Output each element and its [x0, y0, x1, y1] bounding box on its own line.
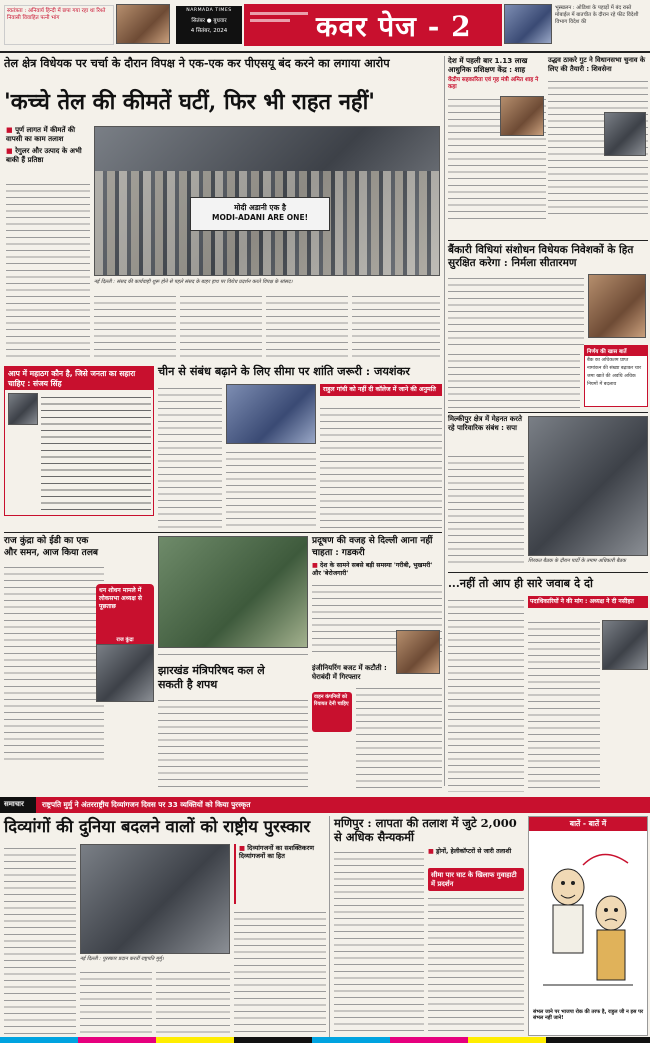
- manipur-headline: मणिपुर : लापता की तलाश में जुटे 2,000 से अधिक सैन्यकर्मी: [334, 816, 517, 844]
- kundra-headline: राज कुंद्रा को ईडी का एक और समन, आज किया तलब: [4, 536, 99, 558]
- paper-name: NARMADA TIMES: [186, 8, 232, 13]
- right-col-rule-1: [448, 240, 648, 241]
- shah-story: [448, 56, 546, 236]
- aap-body: [41, 393, 151, 511]
- china-body-2: [226, 448, 316, 528]
- award-body-2: [80, 968, 152, 1034]
- aap-title: आप में महाठग कौन है, जिसे जनता का सहारा चाहिए : संजय सिंह: [5, 367, 153, 390]
- answer-body-1: [448, 596, 524, 792]
- award-sidebox-text: ■ दिव्यांगजनों का सशक्तिकरण दिव्यांगजनों का हित: [239, 844, 326, 861]
- page-title: कवर पेज - 2: [316, 10, 472, 43]
- issue-date-full: 4 सितंबर, 2024: [190, 28, 228, 34]
- cartoon-art: [533, 835, 643, 1005]
- lead-body-col4: [266, 292, 348, 360]
- mid-rule: [4, 532, 442, 533]
- masthead-rule: [0, 51, 650, 53]
- kundra-badge: [96, 584, 154, 640]
- award-photo: [80, 844, 230, 954]
- china-subhead: राहुल गांधी को नहीं दी कॉलेज में जाने की अनुमति: [320, 384, 442, 396]
- centre-photo: [158, 536, 308, 648]
- lead-bullet-2: ■ रेगुलर और उत्पाद के अभी बाकी हैं प्रतिष्ठा: [6, 147, 90, 165]
- jharkhand-body: [158, 696, 308, 792]
- title-decor-2: [250, 19, 290, 22]
- shah-headline: देश में पहली बार 1.13 लाख आधुनिक प्रशिक्षण केंद्र : शाह: [448, 56, 528, 74]
- gadkari-subhead: ■ देश के सामने सबसे बड़ी समस्या 'गरीबी, भुखमरी' और 'बेरोजगारी': [312, 562, 442, 578]
- gadkari-headline: प्रदूषण की वजह से दिल्ली आना नहीं चाहता : गडकरी: [312, 536, 433, 558]
- cartoon-caption: संभल जाने पर भाजपा रोक की तरफ है, राहुल जी न इस पर संभल नहीं जाने!: [533, 1009, 644, 1021]
- award-headline: दिव्यांगों की दुनिया बदलने वालों को राष्ट्रीय पुरस्कार: [4, 816, 311, 836]
- protest-banner: [190, 197, 330, 231]
- engineering-body: [356, 684, 442, 792]
- manipur-body-1: [334, 848, 424, 1034]
- page-title-bar: [244, 4, 502, 46]
- gadkari-badge-text: वाहन कंपनियों को रियायत देनी चाहिए: [314, 694, 349, 707]
- protest-banner-text: मोदी अडानी एक है MODI-ADANI ARE ONE!: [212, 203, 308, 222]
- sp-body: [448, 452, 524, 564]
- jharkhand-headline: झारखंड मंत्रिपरिषद कल ले सकती है शपथ: [158, 664, 265, 691]
- left-teaser: [4, 5, 114, 45]
- sp-headline: मिल्कीपुर क्षेत्र में मेहनत करते रहे पारिवारिक संबंध : सपा: [448, 415, 523, 432]
- kundra-body: [4, 563, 104, 763]
- key-points-box: [584, 345, 648, 407]
- aap-photo: [8, 393, 38, 425]
- lead-bullets: [6, 126, 90, 165]
- lead-photo: [94, 126, 440, 276]
- answer-photo: [602, 620, 648, 670]
- manipur-subhead: ■ ड्रोनों, हेलीकॉप्टरों से जारी तलाशी: [428, 848, 524, 856]
- masthead: [0, 0, 650, 50]
- sitharaman-body: [448, 274, 584, 346]
- china-body-1: [158, 384, 222, 528]
- issue-date: सितंबर ● बुधवार: [191, 18, 227, 24]
- answer-headline: ...नहीं तो आप ही सारे जवाब दे दो: [448, 576, 593, 590]
- lead-kicker-text: तेल क्षेत्र विधेयक पर चर्चा के दौरान विपक्ष ने एक-एक कर पीएसयू बंद करने का लगाया आरोप: [4, 56, 390, 70]
- thackeray-photo: [604, 112, 646, 156]
- color-bar: [0, 1037, 650, 1043]
- centre-caption-lines: [158, 650, 308, 658]
- cartoon-box: [528, 816, 648, 1036]
- cartoon-drawing: [533, 835, 643, 1005]
- manipur-divider: [329, 816, 330, 1038]
- lead-caption: नई दिल्ली : संसद की कार्यवाही शुरू होने से पहले संसद के बाहर हाथ पर विरोध प्रदर्शन करते विपक्ष के सांसद।: [94, 279, 293, 285]
- answer-subhead: पदाधिकारियों ने की मांग : अध्यक्ष ने दी नसीहत: [528, 596, 648, 608]
- award-sidebox: [234, 844, 326, 904]
- right-teaser-photo: [504, 4, 552, 44]
- award-body-1: [4, 844, 76, 1034]
- cartoon-title: बातें - बातें में: [529, 817, 647, 831]
- right-col-divider: [444, 56, 445, 786]
- gadkari-badge: [312, 692, 352, 732]
- jaishankar-photo: [226, 384, 316, 444]
- kundra-photo: [96, 644, 154, 702]
- sp-photo: [528, 416, 648, 556]
- sitharaman-body-2: [448, 350, 580, 410]
- kundra-label: राज कुंद्रा: [96, 634, 154, 644]
- china-body-3: [320, 404, 442, 528]
- gadkari-photo: [396, 630, 440, 674]
- sitharaman-headline: बैंकारी विधियां संशोधन विधेयक निवेशकों के हित सुरक्षित करेगा : निर्मला सीतारमण: [448, 244, 634, 269]
- lead-body-col2: [94, 292, 176, 360]
- key-points-label: निर्णय की खास बातें: [585, 346, 647, 356]
- section-strip-text: राष्ट्रपति मुर्मु ने अंतरराष्ट्रीय दिव्यांगजन दिवस पर 33 व्यक्तियों को किया पुरस्कृत: [42, 800, 251, 809]
- shah-subhead: केंद्रीय सहकारिता एवं गृह मंत्री अमित शाह ने कहा: [448, 77, 539, 90]
- engineering-headline: इंजीनियरिंग बजट में कटौती : घेराबंदी में गिरफ्तार: [312, 664, 387, 681]
- kundra-story: [4, 536, 104, 796]
- award-body-3: [156, 968, 230, 1034]
- lead-body-col3: [180, 292, 262, 360]
- right-col-rule-3: [448, 572, 648, 573]
- award-body-4: [234, 908, 326, 1034]
- manipur-body-2: [428, 894, 524, 1034]
- lead-headline: 'कच्चे तेल की कीमतें घटीं, फिर भी राहत नहीं': [4, 89, 376, 115]
- lead-body-col5: [352, 292, 440, 360]
- lead-kicker: [4, 56, 444, 76]
- china-story: [158, 364, 442, 530]
- aap-box: [4, 366, 154, 516]
- sp-caption: शिरकत बैठक के दौरान पार्टी के तमाम अधिकारी बैठक: [528, 558, 626, 564]
- thackeray-headline: उद्धव ठाकरे गुट ने विधानसभा चुनाव के लिए की तैयारी : शिवसेना: [548, 56, 646, 73]
- key-point-4: नियमों में बदलाव: [587, 382, 617, 387]
- shah-photo: [500, 96, 544, 136]
- manipur-box: सीमा पार घाट के खिलाफ गुवाहाटी में प्रदर्शन: [428, 868, 524, 891]
- right-teaser: [555, 5, 647, 45]
- lead-body-col1: [6, 180, 90, 360]
- key-point-3: जमा खाते की अवधि अधिक: [587, 374, 636, 379]
- left-teaser-text: स्वतंत्रता : अनिवार्य हिन्दी में छपा गया रहा था रिश्ते निवासी विवाहित पत्नी भांग: [7, 8, 106, 21]
- section-tag: समाचार: [0, 797, 36, 813]
- right-col-rule-2: [448, 412, 648, 413]
- kundra-badge-text: धन शोधन मामले में लोकसभा अध्यक्ष से पूछताछ: [99, 587, 142, 610]
- section-strip: [0, 797, 650, 813]
- title-decor: [250, 12, 308, 15]
- key-point-1: बैंक का अधिकतम प्राप्त: [587, 358, 629, 363]
- left-teaser-photo: [116, 4, 170, 44]
- lead-bullet-1: ■ पूर्ण लागत में कीमतें की वापसी का काम तलाश: [6, 126, 90, 144]
- answer-body-2: [528, 618, 600, 792]
- china-headline: चीन से संबंध बढ़ाने के लिए सीमा पर शांति जरूरी : जयशंकर: [158, 364, 410, 378]
- award-caption: नई दिल्ली : पुरस्कार प्रदान करतीं राष्ट्रपति मुर्मु।: [80, 956, 164, 962]
- key-point-2: नामांकन की संख्या बढ़ाकर चार: [587, 366, 642, 371]
- paper-info: [176, 6, 242, 44]
- sitharaman-photo: [588, 274, 646, 338]
- right-teaser-text: भूस्खलन : ओडिशा के पहाड़ों में बंद रास्ते मोबाईल में बातचीत के दौरान रहे फीट विदेशी विभाग विदेश की: [555, 5, 639, 25]
